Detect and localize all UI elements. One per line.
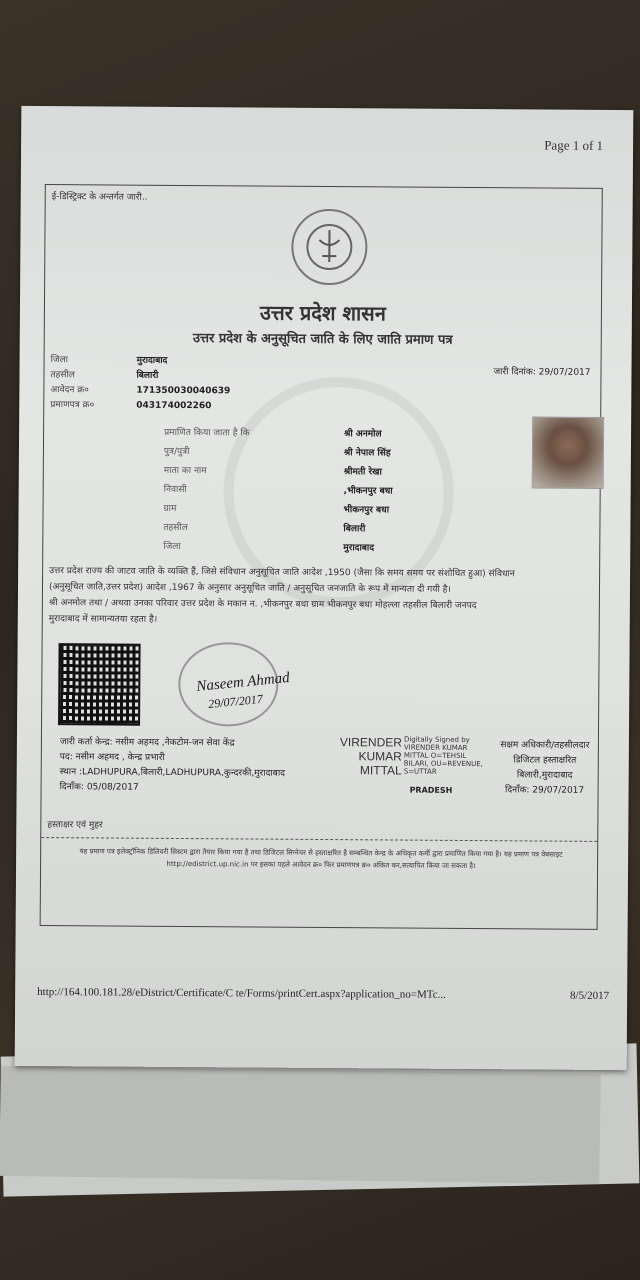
applicant-photo bbox=[532, 416, 605, 489]
authority-line: सक्षम अधिकारी/तहसीलदार bbox=[500, 740, 590, 751]
detail-row bbox=[163, 500, 523, 522]
detail-row bbox=[163, 538, 523, 560]
footer-note: यह प्रमाण पत्र इलेक्ट्रॉनिक डिलिवरी सिस्टम द्वारा तैयार किया गया है तथा डिजिटल सिग्नेचर से हस्ताक्षरित है सम्बन्धित केन्द्र के अधिकृत कर्मी द्वारा प्रमाणित किया गया है। यह प्रमाण पत्र वेबसाइट http://edistrict.up.nic.in पर इसका पहले आवेदन क्र० फिर प्रमाणपत्र क्र० अंकित कर,सत्यापित किया जा सकता है। bbox=[79, 847, 563, 871]
meta-label: प्रमाणपत्र क्र० bbox=[50, 400, 95, 411]
detail-value: बिलारी bbox=[343, 524, 366, 535]
divider bbox=[41, 837, 597, 842]
detail-value: श्री नेपाल सिंह bbox=[343, 448, 391, 459]
certificate-body bbox=[49, 563, 589, 631]
body-line: श्री अनमोल तथा / अथवा उनका परिवार उत्तर प्रदेश के मकान न. ,भीकनपुर बधा ग्राम भीकनपुर बधा मोहल्ला तहसील बिलारी जनपद bbox=[48, 598, 477, 612]
qr-code bbox=[58, 643, 141, 726]
meta-value: बिलारी bbox=[136, 370, 159, 381]
detail-row bbox=[163, 519, 523, 541]
detail-label: तहसील bbox=[163, 522, 188, 534]
detail-value: मुरादाबाद bbox=[343, 543, 375, 554]
meta-label: आवेदन क्र० bbox=[50, 385, 89, 396]
body-line: (अनुसूचित जाति,उत्तर प्रदेश) आदेश ,1967 के अनुसार अनुसूचित जाति / अनुसूचित जनजाति के रूप में मान्यता दी गयी है। bbox=[48, 582, 451, 595]
detail-label: ग्राम bbox=[163, 503, 177, 514]
issuer-block bbox=[60, 735, 350, 797]
back-paper-2 bbox=[0, 1066, 601, 1184]
signer-name-line: KUMAR bbox=[358, 749, 402, 764]
detail-value: ,भीकनपुर बधा bbox=[343, 486, 393, 497]
detail-row bbox=[164, 443, 524, 465]
signer-name-line: VIRENDER bbox=[339, 735, 402, 750]
meta-value: 043174002260 bbox=[136, 400, 212, 412]
top-note: ई-डिस्ट्रिक्ट के अन्तर्गत जारी.. bbox=[51, 192, 148, 203]
issuer-line: जारी कर्ता केन्द्र: नसीम अहमद ,नेकटोम-जन सेवा केंद्र bbox=[59, 737, 235, 749]
detail-row bbox=[164, 481, 524, 503]
detail-value: श्रीमती रेखा bbox=[343, 467, 382, 478]
signature-region: PRADESH bbox=[409, 785, 453, 795]
detail-value: श्री अनमोल bbox=[344, 429, 382, 440]
certificate-page bbox=[15, 106, 634, 1070]
digital-signature bbox=[339, 735, 488, 795]
signer-name bbox=[340, 735, 402, 777]
meta-label: तहसील bbox=[50, 370, 75, 381]
print-url: http://164.100.181.28/eDistrict/Certificate/C te/Forms/printCert.aspx?application_no=MTc... bbox=[37, 986, 446, 1001]
detail-label: जिला bbox=[163, 541, 181, 552]
authority-block bbox=[492, 738, 598, 799]
detail-label: माता का नाम bbox=[163, 465, 207, 477]
detail-value: भीकनपुर बधा bbox=[343, 505, 390, 516]
detail-label: पुत्र/पुत्री bbox=[163, 446, 190, 458]
issuer-line: पद: नसीम अहमद , केन्द्र प्रभारी bbox=[59, 752, 165, 763]
signature-info: Digitally Signed by VIRENDER KUMAR MITTAL O=TEHSIL BILARI, OU=REVENUE, S=UTTAR bbox=[403, 735, 483, 776]
signer-name-line: MITTAL bbox=[359, 763, 402, 778]
certificate-subtitle: उत्तर प्रदेश के अनुसूचित जाति के लिए जाति प्रमाण पत्र bbox=[192, 331, 453, 348]
body-line: मुरादाबाद में सामान्यतया रहता है। bbox=[48, 614, 158, 625]
certificate-title: उत्तर प्रदेश शासन bbox=[259, 300, 386, 326]
up-emblem-icon bbox=[291, 209, 368, 286]
issuer-line: दिनाँक: 05/08/2017 bbox=[59, 782, 139, 793]
authority-line: दिनाँक: 29/07/2017 bbox=[504, 785, 585, 796]
meta-value: मुरादाबाद bbox=[136, 355, 168, 366]
seal-label: हस्ताक्षर एवं मुहर bbox=[47, 820, 103, 831]
meta-block bbox=[50, 353, 350, 415]
detail-row bbox=[164, 424, 524, 446]
issuer-line: स्थान :LADHUPURA,बिलारी,LADHUPURA,कुन्दरकी,मुरादाबाद bbox=[59, 767, 285, 779]
handwritten-date: 29/07/2017 bbox=[207, 691, 264, 712]
detail-row bbox=[164, 462, 524, 484]
certificate-frame bbox=[40, 184, 603, 930]
detail-label: प्रमाणित किया जाता है कि bbox=[164, 427, 250, 439]
body-line: उत्तर प्रदेश राज्य की जाटव जाति के व्यक्ति हैं, जिसे संविधान अनुसूचित जाति आदेश ,1950 (जैसा कि समय समय पर संशोधित हुआ) संविधान bbox=[49, 566, 515, 580]
meta-label: जिला bbox=[50, 355, 69, 366]
detail-label: निवासी bbox=[163, 484, 187, 496]
handwritten-signature: Naseem Ahmad bbox=[195, 669, 291, 695]
meta-value: 171350030040639 bbox=[136, 385, 231, 397]
page-number: Page 1 of 1 bbox=[544, 137, 604, 153]
details-block bbox=[163, 424, 524, 560]
authority-line: बिलारी,मुरादाबाद bbox=[516, 770, 573, 781]
authority-line: डिजिटल हस्ताक्षरित bbox=[513, 755, 577, 766]
print-date: 8/5/2017 bbox=[569, 989, 610, 1003]
issue-date: जारी दिनांक: 29/07/2017 bbox=[493, 367, 591, 378]
meta-row bbox=[50, 398, 350, 415]
